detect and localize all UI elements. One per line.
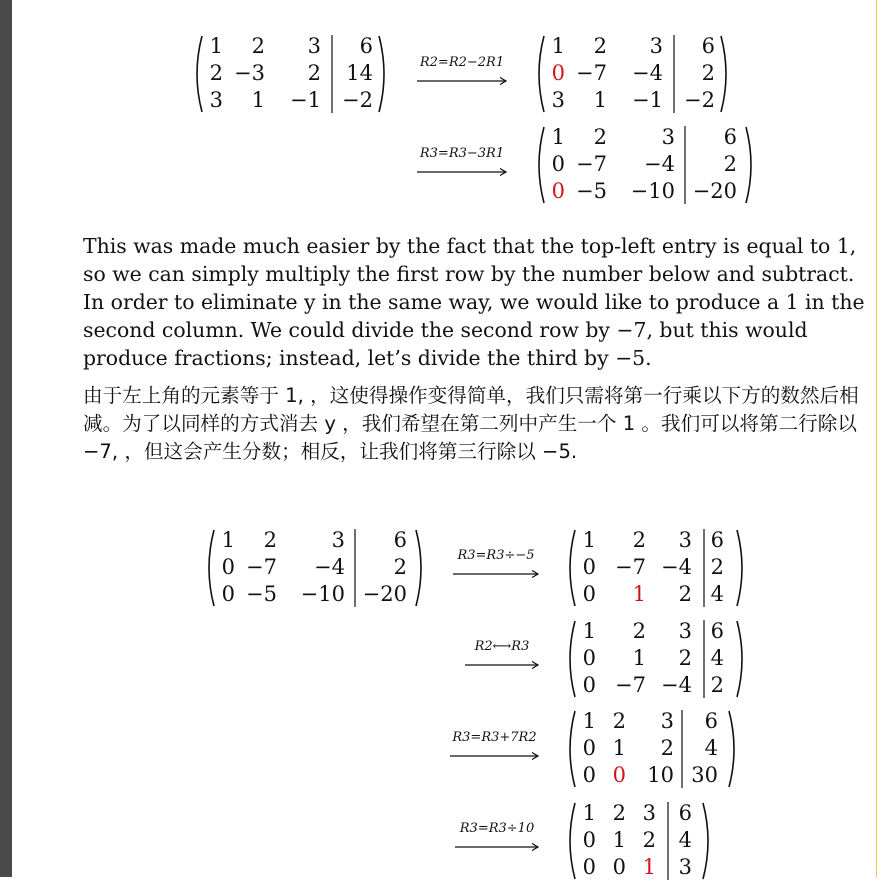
augmented-matrix-step-2 <box>535 124 755 206</box>
matrix-entry: 2 <box>593 34 607 58</box>
row-operation-arrow <box>455 821 539 851</box>
row-operation-label: R3=R3+7R2 <box>452 730 537 745</box>
matrix-entry: −1 <box>290 88 321 112</box>
right-paren <box>703 803 708 879</box>
row-operation-arrow <box>450 730 539 760</box>
right-paren <box>729 711 734 787</box>
matrix-entry: 2 <box>710 673 724 697</box>
matrix-entry: 10 <box>647 763 674 787</box>
matrix-entry: −7 <box>615 673 646 697</box>
matrix-entry: 6 <box>710 619 724 643</box>
matrix-entry: 0 <box>582 646 596 670</box>
matrix-entry: 1 <box>582 528 596 552</box>
matrix-entry: 3 <box>649 34 663 58</box>
matrix-entry: −2 <box>342 88 373 112</box>
matrix-entry: 2 <box>642 828 656 852</box>
matrix-entry: −7 <box>246 555 277 579</box>
row-operation-label: R2⟷R3 <box>474 639 530 654</box>
matrix-entry: 6 <box>393 528 407 552</box>
augmented-matrix-step-1 <box>535 33 730 115</box>
matrix-entry: 0 <box>221 555 235 579</box>
matrix-entry: 6 <box>701 34 715 58</box>
augmented-matrix-original <box>193 33 388 115</box>
matrix-entry: 4 <box>678 828 692 852</box>
matrix-entry: 3 <box>331 528 345 552</box>
matrix-entry: 2 <box>263 528 277 552</box>
matrix-entry: 1 <box>221 528 235 552</box>
matrix-entry: 3 <box>678 528 692 552</box>
augmented-matrix-step-3 <box>566 527 746 609</box>
matrix-entry: 14 <box>346 61 373 85</box>
matrix-entry: −20 <box>362 582 407 606</box>
matrix-entry: 6 <box>723 125 737 149</box>
matrix-entry: −7 <box>576 152 607 176</box>
matrix-entry: 0 <box>551 152 565 176</box>
matrix-entry: 0 <box>582 673 596 697</box>
right-paren <box>379 36 384 112</box>
matrix-entry: 4 <box>704 736 718 760</box>
matrix-entry: −20 <box>692 179 737 203</box>
matrix-entry: 2 <box>393 555 407 579</box>
matrix-entry: 30 <box>691 763 718 787</box>
matrix-entry: 1 <box>632 646 646 670</box>
right-arrow-icon <box>417 168 507 176</box>
matrix-entry: 1 <box>582 709 596 733</box>
matrix-entry: 1 <box>612 736 626 760</box>
matrix-entry: 2 <box>678 646 692 670</box>
matrix-entry: 1 <box>251 88 265 112</box>
matrix-entry: 2 <box>307 61 321 85</box>
matrix-entry: −2 <box>684 88 715 112</box>
right-arrow-icon <box>455 843 539 851</box>
right-arrow-icon <box>450 752 539 760</box>
matrix-entry: 2 <box>632 619 646 643</box>
matrix-entry: 1 <box>209 34 223 58</box>
matrix-entry: 3 <box>642 801 656 825</box>
matrix-entry: 6 <box>710 528 724 552</box>
matrix-entry: −7 <box>576 61 607 85</box>
matrix-entry: −4 <box>661 673 692 697</box>
row-operation-arrow <box>453 548 539 578</box>
right-paren <box>416 530 421 606</box>
right-paren <box>746 127 751 203</box>
matrix-entry: −7 <box>615 555 646 579</box>
matrix-entry: 3 <box>678 855 692 879</box>
matrix-entry: 2 <box>701 61 715 85</box>
matrix-entry: 2 <box>209 61 223 85</box>
right-arrow-icon <box>417 77 507 85</box>
matrix-entry: −10 <box>300 582 345 606</box>
matrix-entry: 4 <box>710 646 724 670</box>
matrix-entry: −3 <box>234 61 265 85</box>
matrix-entry: 6 <box>704 709 718 733</box>
row-operation-arrow <box>417 146 507 176</box>
row-operation-label: R2=R2−2R1 <box>419 55 505 70</box>
matrix-entry: −1 <box>632 88 663 112</box>
matrix-entry: 3 <box>209 88 223 112</box>
matrix-entry: 1 <box>582 619 596 643</box>
matrix-entry: 0 <box>582 736 596 760</box>
matrix-entry: 2 <box>593 125 607 149</box>
matrix-entry: 2 <box>660 736 674 760</box>
matrix-entry: 1 <box>582 801 596 825</box>
matrix-entry: 1 <box>612 828 626 852</box>
matrix-entry: −5 <box>576 179 607 203</box>
matrix-entry: −4 <box>314 555 345 579</box>
matrix-entry: −5 <box>246 582 277 606</box>
matrix-entry: 4 <box>710 582 724 606</box>
matrix-entry: −4 <box>644 152 675 176</box>
matrix-entry: 0 <box>221 582 235 606</box>
margin-rule <box>876 0 877 877</box>
matrix-entry: 1 <box>593 88 607 112</box>
right-paren <box>721 36 726 112</box>
matrix-entry: 1 <box>632 582 646 606</box>
matrix-entry: 2 <box>251 34 265 58</box>
row-operation-label: R3=R3−3R1 <box>419 146 505 161</box>
matrix-entry: 2 <box>612 709 626 733</box>
row-operation-label: R3=R3÷10 <box>459 821 535 836</box>
matrix-entry: 2 <box>632 528 646 552</box>
matrix-entry: 0 <box>582 555 596 579</box>
augmented-matrix-step-6 <box>566 800 712 882</box>
matrix-entry: 0 <box>582 582 596 606</box>
matrix-entry: 2 <box>612 801 626 825</box>
matrix-entry: −4 <box>632 61 663 85</box>
matrix-entry: 3 <box>660 709 674 733</box>
matrix-entry: 2 <box>723 152 737 176</box>
matrix-entry: 3 <box>678 619 692 643</box>
matrix-entry: 0 <box>582 855 596 879</box>
right-arrow-icon <box>453 570 539 578</box>
matrix-entry: 0 <box>582 828 596 852</box>
matrix-entry: 1 <box>551 34 565 58</box>
matrix-entry: 6 <box>359 34 373 58</box>
explanation-paragraph-english: This was made much easier by the fact that the top-left entry is equal to 1, so we can simply multiply the first row by the number below and subtract. In order to eliminate y in the same way, we would like to produce a 1 in the second column. We could divide the second row by −7, but this would produce fractions; instead, let’s divide the third by −5. <box>83 234 865 370</box>
matrix-entry: 0 <box>551 179 565 203</box>
augmented-matrix-step-4 <box>566 618 746 700</box>
matrix-entry: −10 <box>630 179 675 203</box>
matrix-entry: 2 <box>678 582 692 606</box>
matrix-entry: 0 <box>612 855 626 879</box>
matrix-entry: 3 <box>551 88 565 112</box>
matrix-entry: 2 <box>710 555 724 579</box>
right-paren <box>737 530 742 606</box>
matrix-entry: 1 <box>642 855 656 879</box>
augmented-matrix-start <box>205 527 425 609</box>
matrix-entry: 0 <box>582 763 596 787</box>
matrix-entry: 0 <box>551 61 565 85</box>
matrix-entry: −4 <box>661 555 692 579</box>
matrix-entry: 0 <box>612 763 626 787</box>
augmented-matrix-step-5 <box>566 708 738 790</box>
window-edge-bar <box>0 0 12 877</box>
explanation-paragraph-chinese: 由于左上角的元素等于 1, ，这使得操作变得简单，我们只需将第一行乘以下方的数然后相减。为了以同样的方式消去 y ，我们希望在第二列中产生一个 1 。我们可以将第二行除以 −7, ，但这会产生分数；相反，让我们将第三行除以 −5. <box>83 384 859 463</box>
right-paren <box>737 621 742 697</box>
matrix-entry: 3 <box>661 125 675 149</box>
right-arrow-icon <box>465 661 539 669</box>
matrix-entry: 6 <box>678 801 692 825</box>
row-operation-arrow <box>465 639 539 669</box>
row-operation-label: R3=R3÷−5 <box>457 548 535 563</box>
matrix-entry: 1 <box>551 125 565 149</box>
row-operation-arrow <box>417 55 507 85</box>
matrix-entry: 3 <box>307 34 321 58</box>
